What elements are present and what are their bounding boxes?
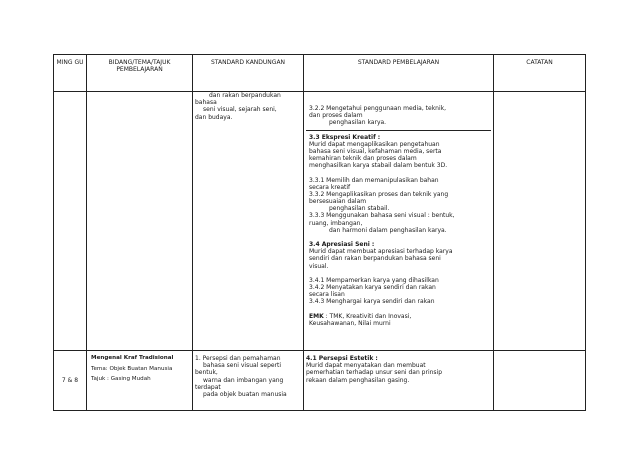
- intro-line: dan proses dalam: [309, 112, 363, 120]
- intro-block: [306, 92, 491, 130]
- header-pembelajaran: STANDARD PEMBELAJARAN: [304, 55, 494, 92]
- emk-line: [309, 313, 488, 320]
- ekspresi-item: penghasilan stabail.: [329, 205, 390, 213]
- emk-text-2: Keusahawanan, Nilai murni: [309, 319, 391, 327]
- kandungan-line: dan rakan berpandukan: [209, 92, 281, 99]
- pembelajaran-cell: [304, 92, 494, 351]
- ekspresi-desc: Murid dapat mengaplikasikan pengetahuan: [309, 140, 440, 148]
- apresiasi-desc: sendiri dan rakan berpandukan bahasa seni: [309, 255, 441, 263]
- kandungan-line: seni visual, sejarah seni,: [203, 106, 277, 114]
- bidang-title: Mengenal Kraf Tradisional: [91, 355, 174, 361]
- estetik-desc: Murid dapat menyatakan dan membuat: [306, 362, 426, 370]
- pembelajaran-cell: [304, 351, 494, 411]
- bidang-cell: [87, 351, 193, 411]
- kandungan-line: terdapat: [195, 383, 221, 391]
- ekspresi-item: ruang, imbangan,: [309, 219, 363, 227]
- tajuk-text: Tajuk : Gasing Mudah: [91, 376, 151, 383]
- apresiasi-title: 3.4 Apresiasi Seni :: [309, 241, 375, 248]
- ekspresi-block: [306, 130, 491, 331]
- header-row: [54, 55, 586, 92]
- kandungan-line: 1. Persepsi dan pemahaman: [195, 355, 281, 362]
- kandungan-line: dan budaya.: [195, 113, 233, 121]
- intro-line: 3.2.2 Mengetahui penggunaan media, teknik,: [309, 105, 447, 112]
- ekspresi-item: bersesuaian dalam: [309, 198, 367, 206]
- table-row: [54, 92, 586, 351]
- rpt-table: [53, 54, 586, 411]
- apresiasi-item: 3.4.2 Menyatakan karya sendiri dan rakan: [309, 283, 436, 291]
- kandungan-line: pada objek buatan manusia: [203, 390, 287, 398]
- kandungan-line: bahasa seni visual seperti: [203, 362, 282, 370]
- table-row: [54, 351, 586, 411]
- kandungan-line: bentuk,: [195, 369, 218, 377]
- catatan-cell: [494, 351, 586, 411]
- header-bidang: BIDANG/TEMA/TAJUK PEMBELAJARAN: [87, 55, 193, 92]
- header-kandungan: STANDARD KANDUNGAN: [193, 55, 304, 92]
- emk-label: EMK: [309, 312, 324, 320]
- ekspresi-title: 3.3 Ekspresi Kreatif :: [309, 133, 381, 141]
- ekspresi-item: secara kreatif: [309, 183, 351, 191]
- kandungan-line: bahasa: [195, 99, 217, 107]
- ekspresi-item: 3.3.3 Menggunakan bahasa seni visual : bentuk,: [309, 212, 455, 220]
- header-minggu: MING GU: [54, 55, 87, 92]
- estetik-title: 4.1 Persepsi Estetik :: [306, 355, 378, 362]
- estetik-desc: pemerhatian terhadap unsur seni dan prinsip: [306, 369, 443, 377]
- apresiasi-item: 3.4.3 Menghargai karya sendiri dan rakan: [309, 298, 435, 306]
- bidang-cell: [87, 92, 193, 351]
- ekspresi-item: 3.3.1 Memilih dan memanipulasikan bahan: [309, 176, 439, 184]
- apresiasi-desc: Murid dapat membuat apresiasi terhadap karya: [309, 248, 453, 256]
- apresiasi-item: 3.4.1 Mempamerkan karya yang dihasilkan: [309, 276, 439, 284]
- catatan-cell: [494, 92, 586, 351]
- tema-text: Tema: Objek Buatan Manusia: [91, 365, 173, 372]
- ekspresi-desc: kemahiran teknik dan proses dalam: [309, 155, 417, 163]
- header-catatan: CATATAN: [494, 55, 586, 92]
- ekspresi-desc: menghasilkan karya stabail dalam bentuk 3D.: [309, 162, 448, 170]
- minggu-value: 7 & 8: [54, 351, 87, 411]
- ekspresi-desc: bahasa seni visual, kefahaman media, serta: [309, 147, 442, 155]
- emk-text: : TMK, Kreativiti dan Inovasi,: [323, 312, 412, 320]
- kandungan-line: warna dan imbangan yang: [203, 376, 284, 384]
- apresiasi-item: secara lisan: [309, 291, 345, 299]
- apresiasi-desc: visual.: [309, 262, 329, 270]
- estetik-desc: rekaan dalam penghasilan gasing.: [306, 376, 410, 384]
- ekspresi-item: 3.3.2 Mengaplikasikan proses dan teknik yang: [309, 190, 449, 198]
- minggu-cell: [54, 92, 87, 351]
- kandungan-cell: [193, 92, 304, 351]
- intro-line: penghasilan karya.: [329, 119, 387, 127]
- ekspresi-item: dan harmoni dalam penghasilan karya.: [329, 226, 447, 234]
- kandungan-cell: [193, 351, 304, 411]
